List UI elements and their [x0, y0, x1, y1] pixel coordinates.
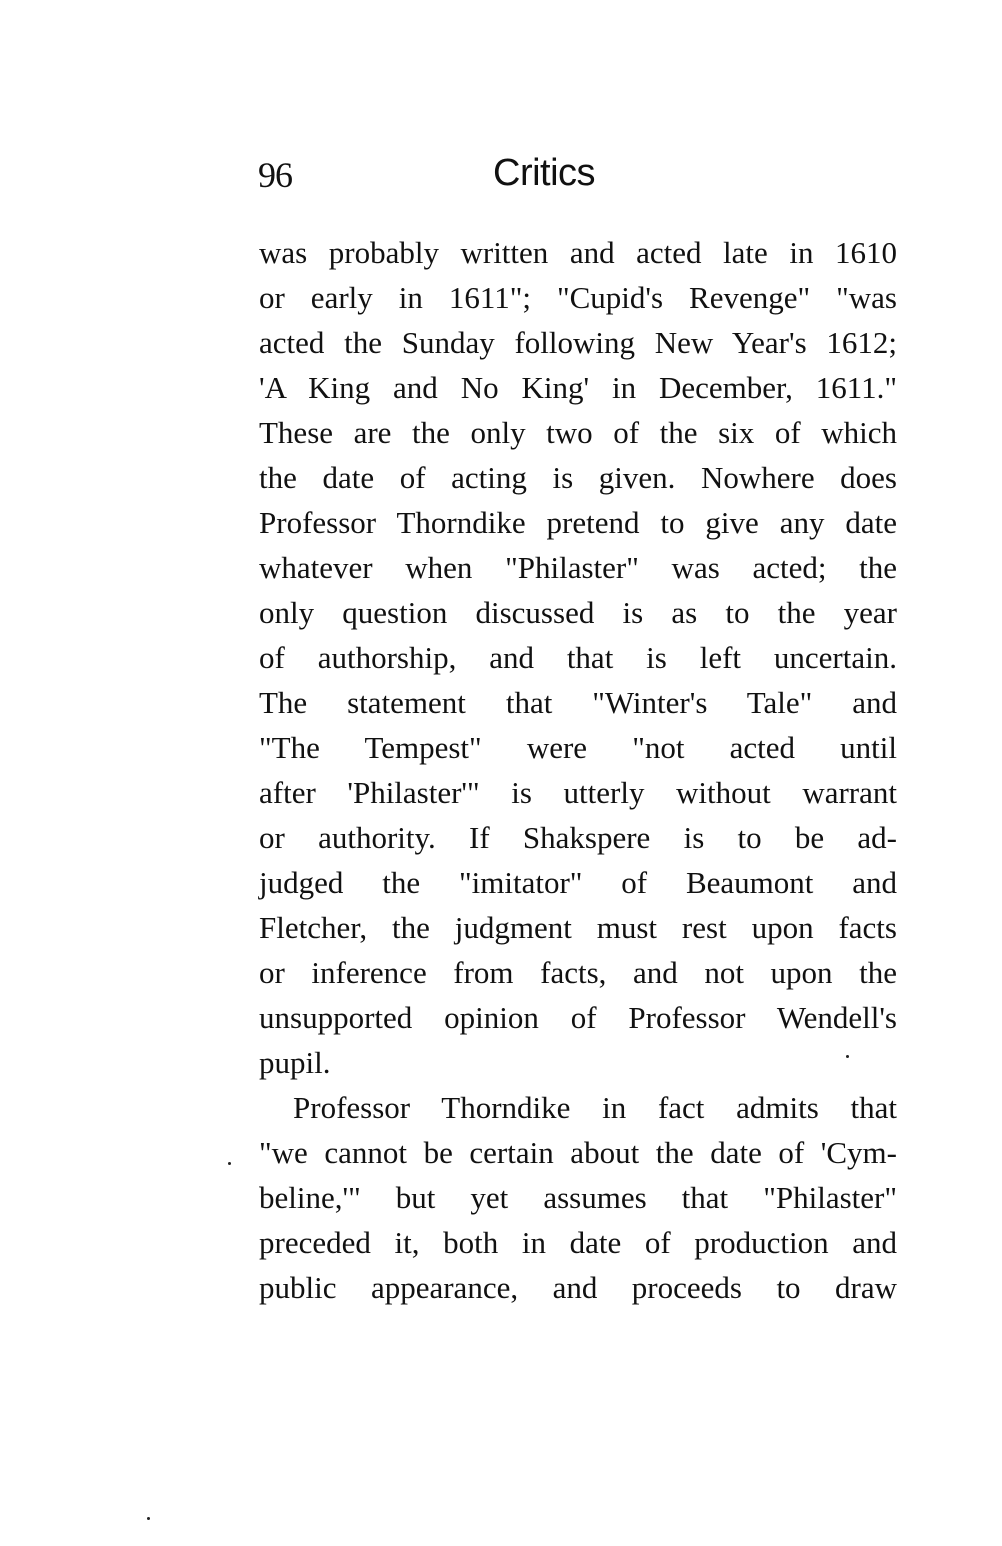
text-line: the date of acting is given. Nowhere does — [259, 460, 897, 495]
text-line: public appearance, and proceeds to draw — [259, 1270, 897, 1305]
text-line: Professor Thorndike pretend to give any date — [259, 505, 897, 540]
text-line: unsupported opinion of Professor Wendell's — [259, 1000, 897, 1035]
text-line: judged the "imitator" of Beaumont and — [259, 865, 897, 900]
page-number: 96 — [258, 155, 292, 195]
running-title: Critics — [493, 152, 596, 194]
text-line: These are the only two of the six of which — [259, 415, 897, 450]
text-line: Fletcher, the judgment must rest upon facts — [259, 910, 897, 945]
text-line: after 'Philaster'" is utterly without warrant — [259, 775, 897, 810]
text-line: The statement that "Winter's Tale" and — [259, 685, 897, 720]
text-line: preceded it, both in date of production and — [259, 1225, 897, 1260]
text-line: 'A King and No King' in December, 1611." — [259, 370, 897, 405]
text-line: or early in 1611"; "Cupid's Revenge" "was — [259, 280, 897, 315]
text-line: or inference from facts, and not upon the — [259, 955, 897, 990]
text-line: of authorship, and that is left uncertain. — [259, 640, 897, 675]
text-line: Professor Thorndike in fact admits that — [293, 1090, 897, 1125]
paragraph-1 — [259, 230, 897, 1085]
paragraph-2 — [259, 1085, 897, 1310]
print-speck — [147, 1517, 150, 1520]
print-speck — [846, 1055, 849, 1058]
text-line: "we cannot be certain about the date of 'Cym- — [259, 1135, 897, 1170]
text-line: whatever when "Philaster" was acted; the — [259, 550, 897, 585]
text-line: "The Tempest" were "not acted until — [259, 730, 897, 765]
text-line: was probably written and acted late in 1610 — [259, 235, 897, 270]
text-line: acted the Sunday following New Year's 1612; — [259, 325, 897, 360]
print-speck — [228, 1162, 231, 1165]
text-line: or authority. If Shakspere is to be ad- — [259, 820, 897, 855]
body-text — [259, 230, 897, 1310]
page-header — [258, 152, 898, 208]
text-line: only question discussed is as to the year — [259, 595, 897, 630]
text-line: beline,'" but yet assumes that "Philaster" — [259, 1180, 897, 1215]
text-line: pupil. — [259, 1045, 331, 1080]
